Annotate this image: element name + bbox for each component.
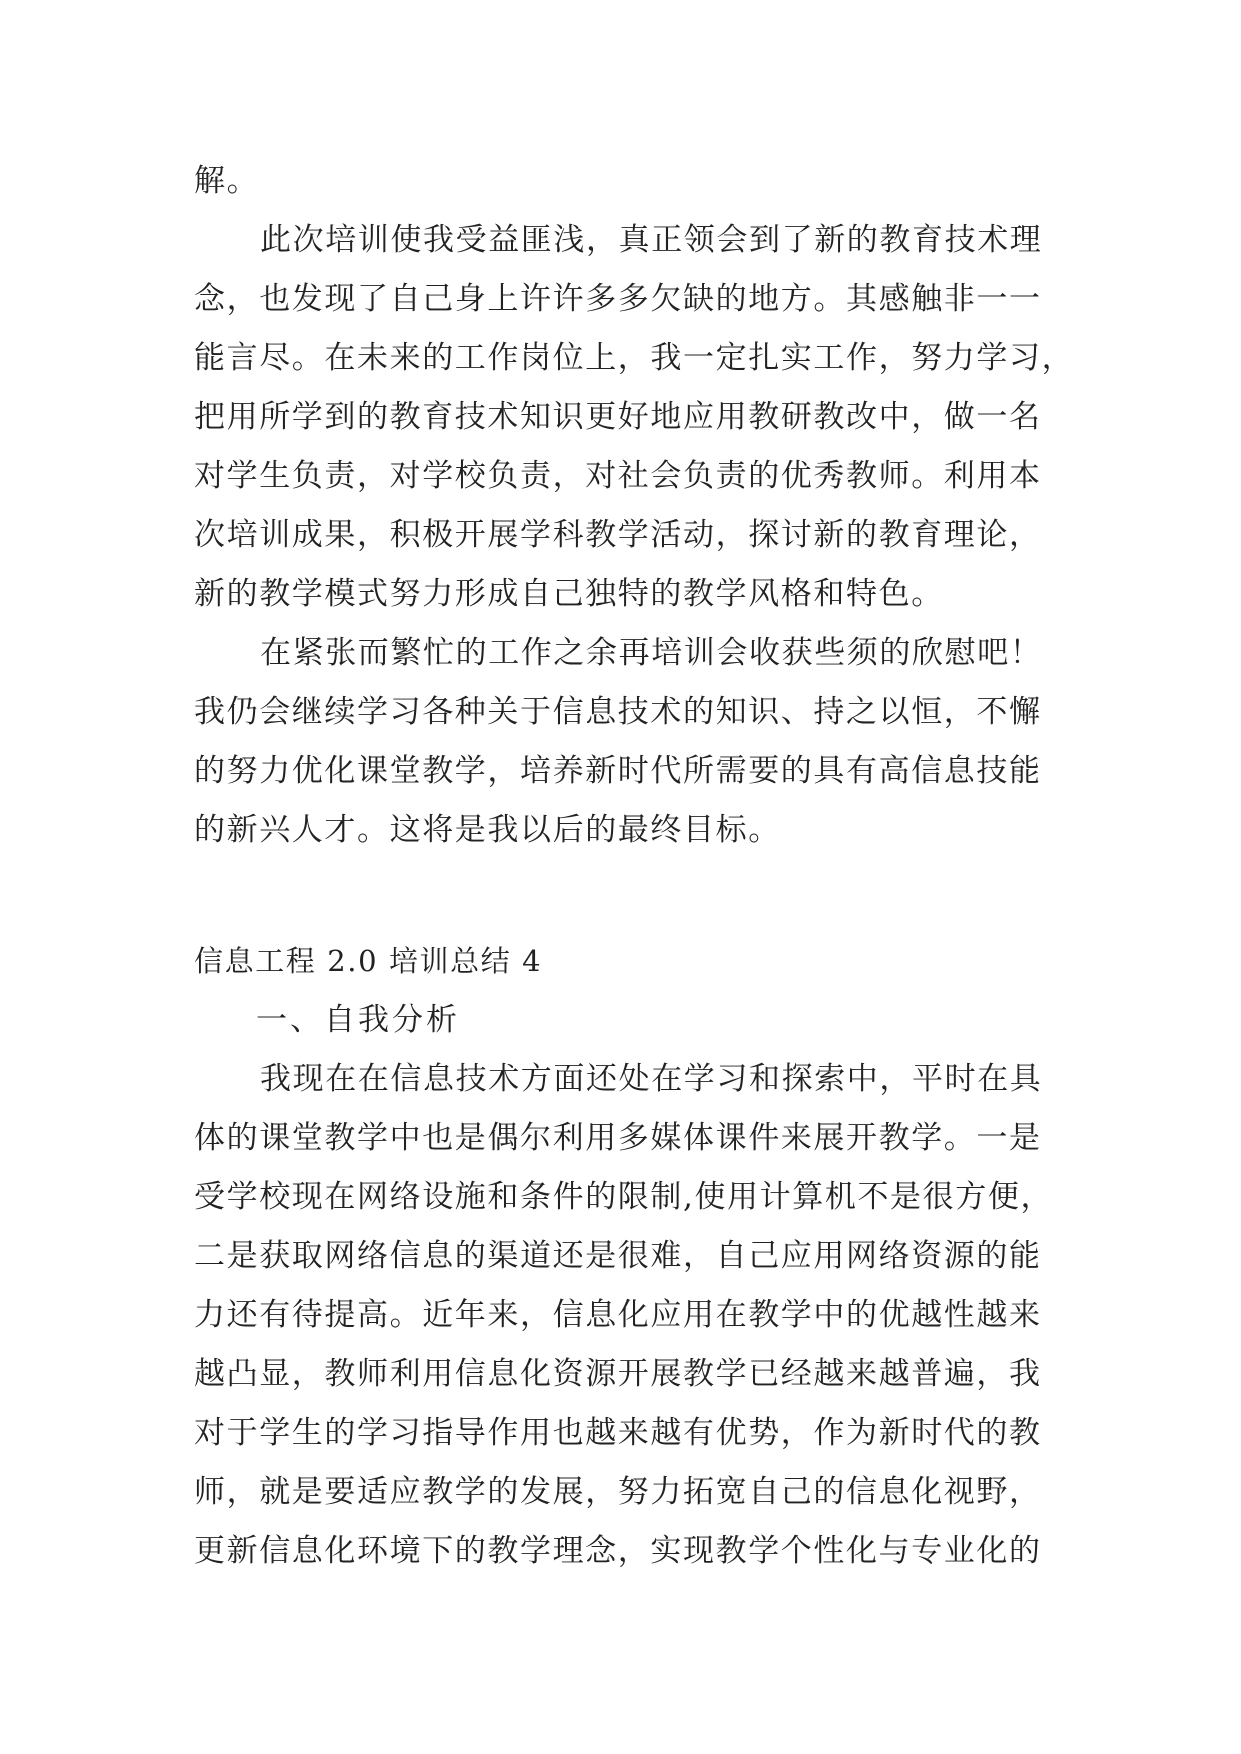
paragraph-first-line: 在紧张而繁忙的工作之余再培训会收获些须的欣慰吧！ [260, 635, 1043, 671]
text-line: 对于学生的学习指导作用也越来越有优势，作为新时代的教 [194, 1415, 1042, 1451]
text-line: 的努力优化课堂教学，培养新时代所需要的具有高信息技能 [194, 753, 1042, 789]
text-line: 我仍会继续学习各种关于信息技术的知识、持之以恒，不懈 [194, 694, 1042, 730]
paragraph-first-line: 此次培训使我受益匪浅，真正领会到了新的教育技术理 [260, 222, 1043, 258]
section-title: 信息工程 2.0 培训总结 4 [194, 944, 543, 978]
text-line: 对学生负责，对学校负责，对社会负责的优秀教师。利用本 [194, 458, 1042, 494]
text-line: 二是获取网络信息的渠道还是很难，自己应用网络资源的能 [194, 1238, 1042, 1274]
text-line: 体的课堂教学中也是偶尔利用多媒体课件来展开教学。一是 [194, 1120, 1042, 1156]
text-line: 越凸显，教师利用信息化资源开展教学已经越来越普遍，我 [194, 1356, 1042, 1392]
text-line: 新的教学模式努力形成自己独特的教学风格和特色。 [194, 576, 944, 612]
text-line: 更新信息化环境下的教学理念，实现教学个性化与专业化的 [194, 1533, 1042, 1569]
subheading: 一、自我分析 [256, 1002, 460, 1038]
text-line: 师，就是要适应教学的发展，努力拓宽自己的信息化视野， [194, 1474, 1042, 1510]
text-line: 的新兴人才。这将是我以后的最终目标。 [194, 812, 781, 848]
text-line: 力还有待提高。近年来，信息化应用在教学中的优越性越来 [194, 1297, 1042, 1333]
section-gap [194, 860, 1054, 932]
text-line: 次培训成果，积极开展学科教学活动，探讨新的教育理论， [194, 517, 1042, 553]
text-line: 能言尽。在未来的工作岗位上，我一定扎实工作，努力学习， [194, 340, 1075, 376]
paragraph-first-line: 我现在在信息技术方面还处在学习和探索中，平时在具 [260, 1061, 1043, 1097]
text-line: 把用所学到的教育技术知识更好地应用教研教改中，做一名 [194, 399, 1042, 435]
text-line: 解。 [194, 163, 260, 199]
text-line: 念，也发现了自己身上许许多多欠缺的地方。其感触非一一 [194, 281, 1042, 317]
document-body [194, 152, 1075, 1581]
text-line: 受学校现在网络设施和条件的限制,使用计算机不是很方便， [194, 1179, 1054, 1215]
